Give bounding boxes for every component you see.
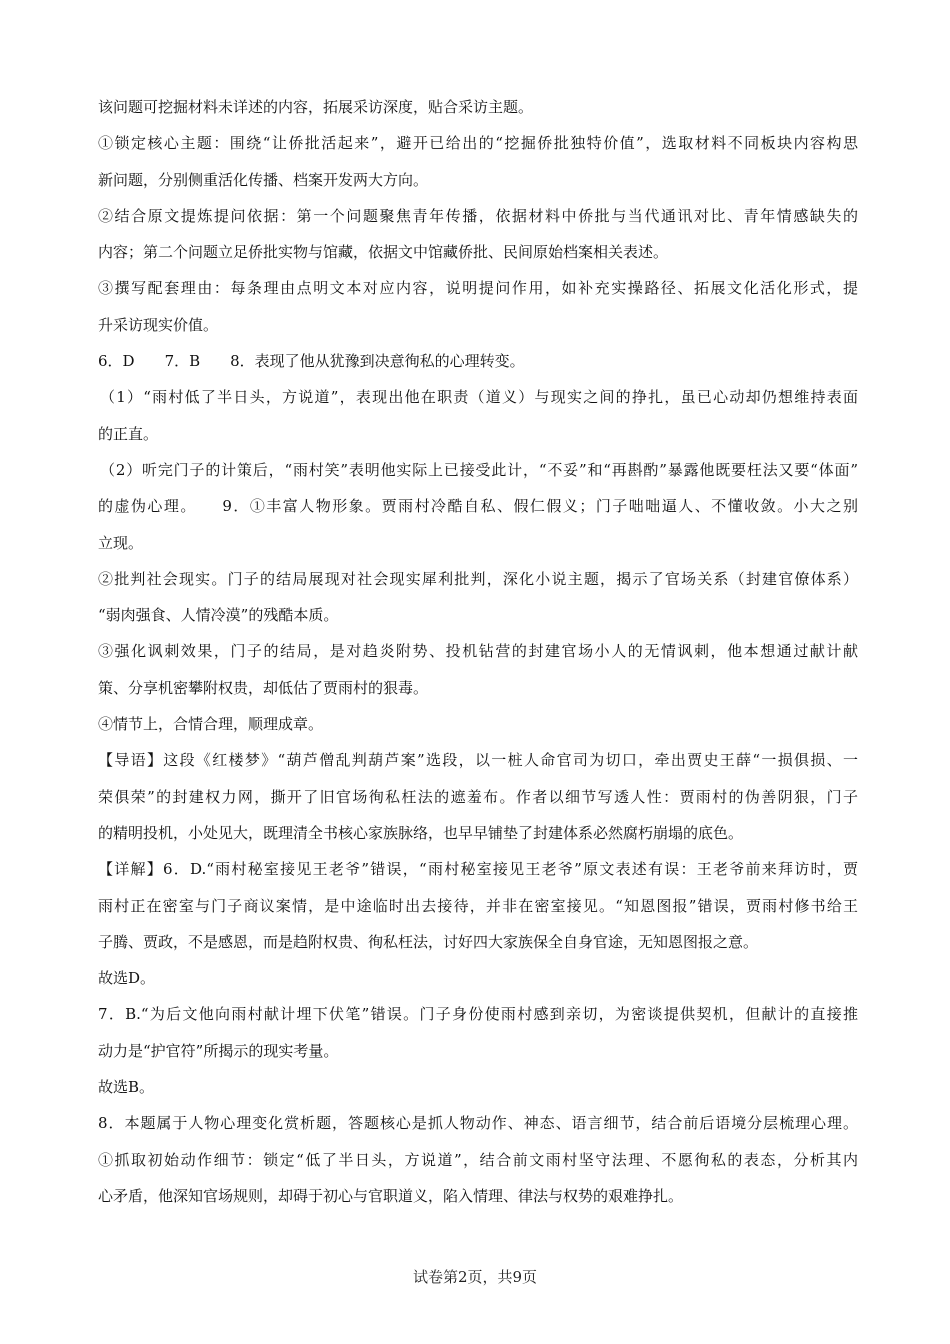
detail-line: 【详解】6．D.“雨村秘室接见王老爷”错误，“雨村秘室接见王老爷”原文表述有误：王老爷前来拜访时，贾 [98,860,858,879]
text-line: 内容；第二个问题立足侨批实物与馆藏，依据文中馆藏侨批、民间原始档案相关表述。 [98,243,669,262]
text-line: ③强化讽刺效果，门子的结局，是对趋炎附势、投机钻营的封建官场小人的无情讽刺，他本想通过献计献 [98,642,858,661]
text-line: ②批判社会现实。门子的结局展现对社会现实犀利批判，深化小说主题，揭示了官场关系（封建官僚体系） [98,569,858,588]
text-line: “弱肉强食、人情冷漠”的残酷本质。 [98,606,339,625]
text-line: 该问题可挖掘材料未详述的内容，拓展采访深度，贴合采访主题。 [98,98,534,116]
text-line: 的正直。 [98,424,159,443]
text-line: （1）“雨村低了半日头，方说道”，表现出他在职责（道义）与现实之间的挣扎，虽已心动却仍想维持表面 [100,388,858,407]
answer-content [98,98,858,1223]
text-line: 故选D。 [98,969,156,988]
detail-line: 子腾、贾政，不是感恩，而是趋附权贵、徇私枉法，讨好四大家族保全自身官途，无知恩图报之意。 [98,932,759,951]
intro-line: 荣俱荣”的封建权力网，撕开了旧官场徇私枉法的遮羞布。作者以细节写透人性：贾雨村的伪善阴狠，门子 [98,787,858,806]
text-line: 8．本题属于人物心理变化赏析题，答题核心是抓人物动作、神态、语言细节，结合前后语境分层梳理心理。 [98,1114,858,1133]
text-line: 7．B.“为后文他向雨村献计埋下伏笔”错误。门子身份使雨村感到亲切，为密谈提供契机，但献计的直接推 [98,1005,858,1024]
page-footer: 试卷第2页，共9页 [412,1268,538,1286]
text-line: ④情节上，合情合理，顺理成章。 [98,715,324,734]
text-line: ①抓取初始动作细节：锁定“低了半日头，方说道”，结合前文雨村坚守法理、不愿徇私的表态，分析其内 [98,1150,858,1169]
text-line: 策、分享机密攀附权贵，却低估了贾雨村的狠毒。 [98,678,429,697]
intro-line: 【导语】这段《红楼梦》“葫芦僧乱判葫芦案”选段，以一桩人命官司为切口，牵出贾史王薛“一损俱损、一 [98,751,858,770]
text-line: ①锁定核心主题：围绕“让侨批活起来”，避开已给出的“挖掘侨批独特价值”，选取材料不同板块内容构思 [98,134,858,153]
text-line: ③撰写配套理由：每条理由点明文本对应内容，说明提问作用，如补充实操路径、拓展文化活化形式，提 [98,279,858,298]
answer-line-6-8: 6．D 7．B 8．表现了他从犹豫到决意徇私的心理转变。 [98,352,525,371]
text-line: 立现。 [98,533,144,552]
text-line: （2）听完门子的计策后，“雨村笑”表明他实际上已接受此计，“不妥”和“再斟酌”暴露他既要枉法又要“体面” [100,460,858,479]
text-line: 升采访现实价值。 [98,315,219,334]
intro-line: 的精明投机，小处见大，既理清全书核心家族脉络，也早早铺垫了封建体系必然腐朽崩塌的底色。 [98,823,744,842]
text-line: ②结合原文提炼提问依据：第一个问题聚焦青年传播，依据材料中侨批与当代通讯对比、青年情感缺失的 [98,206,858,225]
text-line: 故选B。 [98,1078,155,1097]
text-line: 新问题，分别侧重活化传播、档案开发两大方向。 [98,170,429,189]
text-line: 动力是“护官符”所揭示的现实考量。 [98,1041,339,1060]
text-line: 心矛盾，他深知官场规则，却碍于初心与官职道义，陷入情理、律法与权势的艰难挣扎。 [98,1186,684,1205]
text-line: 的虚伪心理。 9．①丰富人物形象。贾雨村冷酷自私、假仁假义；门子咄咄逼人、不懂收敛。小大之别 [98,497,858,516]
detail-line: 雨村正在密室与门子商议案情，是中途临时出去接待，并非在密室接见。“知恩图报”错误，贾雨村修书给王 [98,896,858,915]
